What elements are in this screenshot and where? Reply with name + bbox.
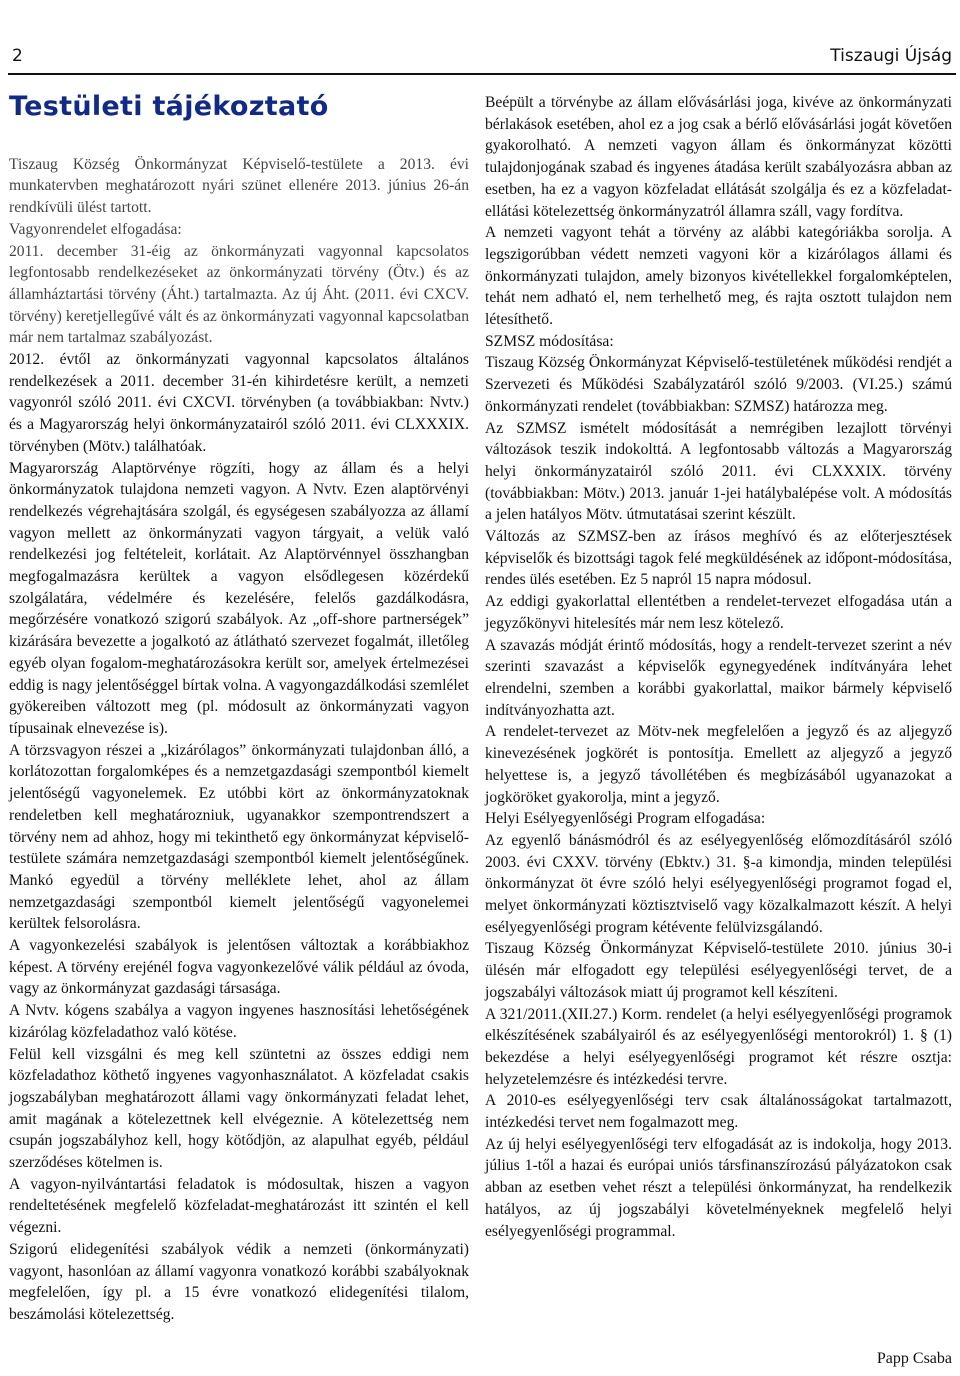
paragraph: A rendelet-tervezet az Mötv-nek megfelelően a jegyző és az aljegyző kinevezésének jogkörét is pontosítja. Emellett az aljegyző a jegyző helyettese is, a jegyző távollétében és megbízásából ugyanazokat a jogköröket gyakorolja, mint a jegyző. (485, 723, 952, 806)
paragraph: Tiszaug Község Önkormányzat Képviselő-testülete 2010. június 30-i ülésén már elfogadott egy települési esélyegyenlőségi tervet, de a jogszabályi változások miatt új programot kell készíteni. (485, 940, 952, 1001)
section-heading: SZMSZ módosítása: (485, 332, 614, 350)
paragraph: Tiszaug Község Önkormányzat Képviselő-testülete a 2013. évi munkatervben meghatározott nyári szünet ellenére 2013. június 26-án rendkívüli ülést tartott. (9, 155, 469, 217)
paragraph: Tiszaug Község Önkormányzat Képviselő-testületének működési rendjét a Szervezeti és Működési Szabályzatáról szóló 9/2003. (VI.25.) számú önkormányzati rendelet (továbbiakban: SZMSZ) határozza meg. (485, 354, 952, 415)
paragraph: Az egyenlő bánásmódról és az esélyegyenlőség előmozdításáról szóló 2003. évi CXXV. törvény (Ebktv.) 31. §-a kimondja, minden települési önkormányzat öt évre szóló helyi esélyegyenlőségi programot fogad el, melyet önkormányzati köztisztviselő vagy közalkalmazott készít. A helyi esélyegyenlőségi program kétévente felülvizsgálandó. (485, 831, 952, 936)
page-number: 2 (12, 46, 23, 66)
publication-name: Tiszaugi Újság (830, 46, 952, 66)
section-heading: Helyi Esélyegyenlőségi Program elfogadása: (485, 810, 766, 828)
paragraph: Szigorú elidegenítési szabályok védik a nemzeti (önkormányzati) vagyont, hasonlóan az államí vagyonra vonatkozó korábbi szabályoknak megfelelően, így pl. a 15 évre vonatkozó elidegenítési tilalom, beszámolási kötelezettség. (9, 1240, 469, 1323)
paragraph: A 2010-es esélyegyenlőségi terv csak általánosságokat tartalmazott, intézkedési tervet nem fogalmazott meg. (485, 1092, 952, 1132)
paragraph: Magyarország Alaptörvénye rögzíti, hogy az állam és a helyi önkormányzatok tulajdona nemzeti vagyon. A Nvtv. Ezen alaptörvényi rendelkezés végrehajtására szolgál, és egységesen szabályozza az államí vagyon mellett az önkormányzati vagyon tárgyait, a velük való rendelkezési jog feltételeit, korlátait. Az Alaptörvénnyel összhangban megfogalmazásra kerültek a vagyon elsődlegesen közérdekű szolgálatára, védelmére és kezelésére, felelős gazdálkodásra, megőrzésére vonatkozó szigorú szabályok. Az „off-shore partnerségek” kizárására bevezette a jogalkotó az átlátható szervezet fogalmát, illetőleg egyéb olyan fogalom-meghatározásokra került sor, amelyek értelmezései eddig is nagy jelentőséggel bírtak volna. A vagyongazdálkodási szemlélet gyökereiben változott meg (pl. módosult az önkormányzati vagyon típusainak elnevezése is). (9, 459, 469, 737)
paragraph: Az SZMSZ ismételt módosítását a nemrégiben lezajlott törvényi változások teszik indokolttá. A legfontosabb változás a Magyarország helyi önkormányzatairól szóló 2011. évi CLXXXIX. törvény (továbbiakban: Mötv.) 2013. január 1-jei hatálybalépése volt. A módosítás a jelen hatályos Mötv. útmutatásai szerint készült. (485, 419, 952, 524)
paragraph: Felül kell vizsgálni és meg kell szüntetni az összes eddigi nem közfeladathoz köthető ingyenes vagyonhasználatot. A közfeladat csakis jogszabályban meghatározott állami vagy önkormányzati feladat lehet, amit magának a kötelezettnek kell elvégeznie. A kötelezettség nem csupán jogszabályhoz kell, hogy kötődjön, az alapulhat egyéb, például szerződéses kötelmen is. (9, 1045, 469, 1172)
right-column (485, 92, 952, 1242)
section-heading: Vagyonrendelet elfogadása: (9, 220, 182, 238)
paragraph: A vagyonkezelési szabályok is jelentősen változtak a korábbiakhoz képest. A törvény erejénél fogva vagyonkezelővé válik például az óvoda, vagy az önkormányzat gazdasági társasága. (9, 937, 469, 998)
paragraph: Változás az SZMSZ-ben az írásos meghívó és az előterjesztések képviselők és bizottsági tagok felé megküldésének az időpont-módosítása, rendes ülés esetében. Ez 5 napról 15 napra módosul. (485, 528, 952, 589)
article-title: Testületi tájékoztató (9, 91, 329, 122)
paragraph: A törzsvagyon részei a „kizárólagos” önkormányzati tulajdonban álló, a korlátozottan forgalomképes és a nemzetgazdasági szempontból kiemelt jelentőségű vagyonelemek. Ez utóbbi kört az önkormányzatoknak rendeletben kell meghatározniuk, ugyanakkor szempontrendszert a törvény nem ad ahhoz, hogy mi tekinthető egy önkormányzat képviselő-testülete számára nemzetgazdasági szempontból kiemelt jelentőségűnek. Mankó egyedül a törvény melléklete lehet, ahol az állam nemzetgazdasági szempontból kiemelt jelentőségű vagyonelemei kerültek felsorolásra. (9, 741, 469, 933)
paragraph: Az új helyi esélyegyenlőségi terv elfogadását az is indokolja, hogy 2013. július 1-től a hazai és európai uniós társfinanszírozású pályázatokon csak abban az esetben vehet részt a települési önkormányzat, ha rendelkezik hatályos, az új jogszabályi követelményeknek megfelelő helyi esélyegyenlőségi programmal. (485, 1135, 952, 1240)
header-divider (8, 73, 956, 75)
paragraph: A Nvtv. kógens szabálya a vagyon ingyenes hasznosítási lehetőségének kizárólag közfeladathoz való kötése. (9, 1002, 469, 1041)
paragraph: 2012. évtől az önkormányzati vagyonnal kapcsolatos általános rendelkezések a 2011. december 31-én kihirdetésre került, a nemzeti vagyonról szóló 2011. évi CXCVI. törvényben (a továbbiakban: Nvtv.) és a Magyarország helyi önkormányzatairól szóló 2011. évi CLXXXIX. törvényben (Mötv.) találhatóak. (9, 351, 469, 455)
page-header (8, 40, 956, 75)
paragraph: A nemzeti vagyont tehát a törvény az alábbi kategóriákba sorolja. A legszigorúbban védett nemzeti vagyoni kör a kizárólagos állami és önkormányzati tulajdon, amely bizonyos kivétellekkel forgalomképtelen, tehát nem adható el, nem terhelhető meg, és rajta osztott tulajdon nem létesíthető. (485, 224, 952, 329)
paragraph: 2011. december 31-éig az önkormányzati vagyonnal kapcsolatos legfontosabb rendelkezéseket az önkormányzati törvény (Ötv.) és az államháztartási törvény (Áht.) tartalmazta. Az új Áht. (2011. évi CXCV. törvény) keretjellegűvé vált és az önkormányzati vagyonnal kapcsolatban már nem tartalmaz szabályozást. (9, 242, 469, 347)
author-signature: Papp Csaba (876, 1350, 952, 1367)
paragraph: A szavazás módját érintő módosítás, hogy a rendelt-tervezet szerint a név szerinti szavazást a képviselők egynegyedének indítványára lehet elrendelni, szemben a korábbi gyakorlattal, maikor bármely képviselő indítványozhatta azt. (485, 636, 952, 719)
paragraph: A 321/2011.(XII.27.) Korm. rendelet (a helyi esélyegyenlőségi programok elkészítésének szabályairól és az esélyegyenlőségi mentorokról) 1. § (1) bekezdése a helyi esélyegyenlőségi programot két részre osztja: helyzetelemzésre és intézkedési tervre. (485, 1005, 952, 1088)
left-column (9, 92, 469, 1326)
paragraph: Az eddigi gyakorlattal ellentétben a rendelet-tervezet elfogadása után a jegyzőkönyvi hitelesítés már nem lesz kötelező. (485, 593, 952, 632)
paragraph: A vagyon-nyilvántartási feladatok is módosultak, hiszen a vagyon rendeltetésének megfelelő közfeladat-meghatározást itt szintén el kell végezni. (9, 1175, 469, 1237)
paragraph: Beépült a törvénybe az állam elővásárlási joga, kivéve az önkormányzati bérlakások esetében, ahol ez a jog csak a bérlő elővásárlási jogát követően gyakorolható. A nemzeti vagyon állam és önkormányzat közötti tulajdonjogának szabad és ingyenes átadása került szabályozásra abban az esetben, ha ez a vagyon közfeladat ellátását szolgálja és ez a közfeladat-ellátási kötelezettség önkormányzatról államra száll, vagy fordítva. (485, 94, 952, 220)
